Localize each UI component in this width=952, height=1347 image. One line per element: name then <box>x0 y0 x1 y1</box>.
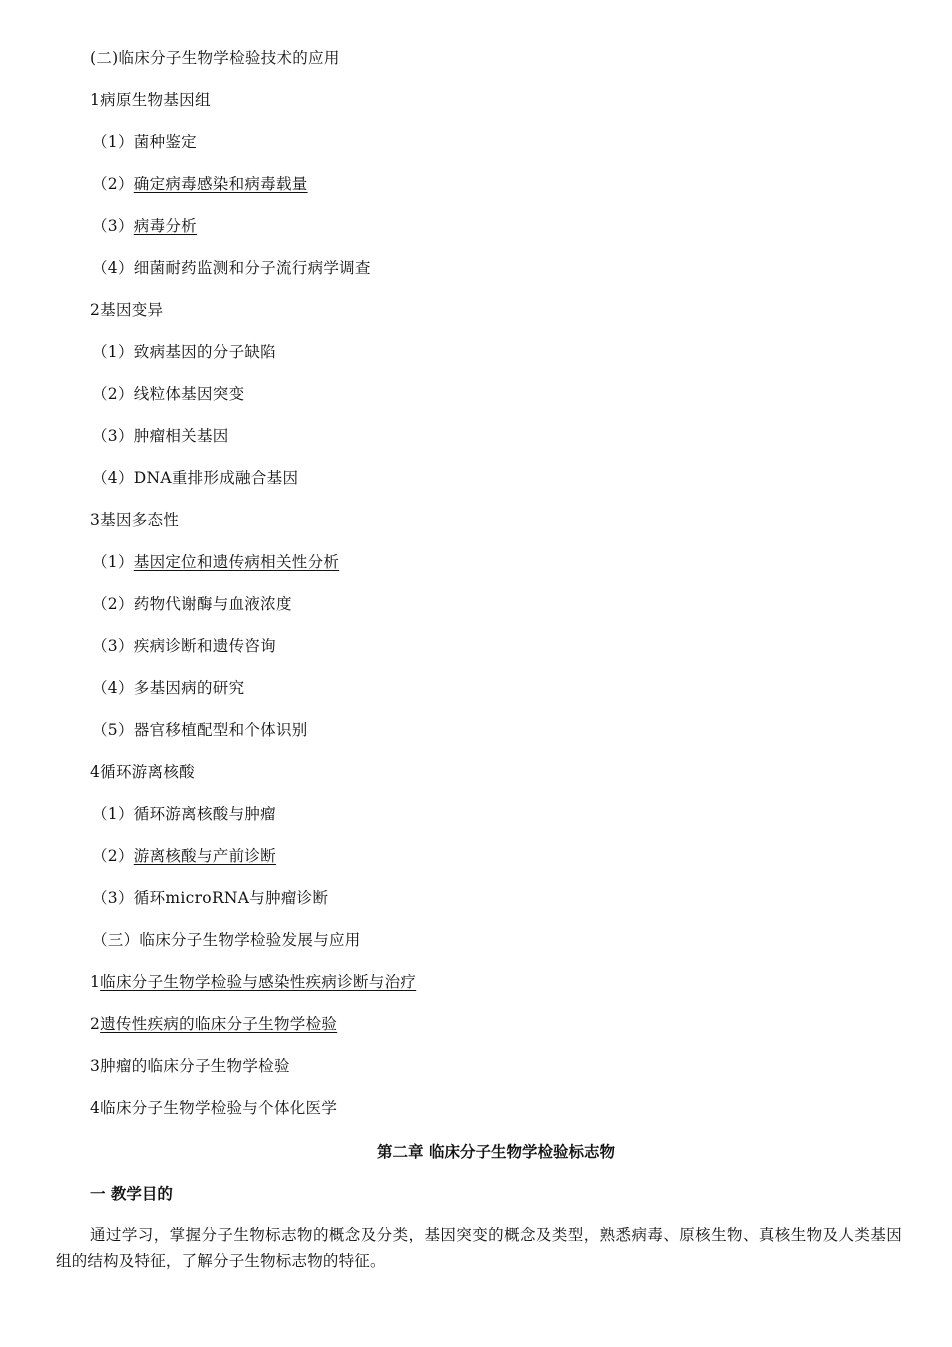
outline-line-text: 遗传性疾病的临床分子生物学检验 <box>100 1015 338 1033</box>
outline-line-number: （1） <box>92 553 134 571</box>
outline-line-text: 确定病毒感染和病毒载量 <box>133 175 308 193</box>
outline-line-text: 病毒分析 <box>133 217 197 235</box>
outline-line <box>90 1010 337 1038</box>
outline-line <box>92 338 276 366</box>
outline-line <box>92 548 339 576</box>
outline-line <box>92 674 244 702</box>
outline-line-number: 2 <box>90 1015 101 1033</box>
outline-line <box>90 1052 290 1080</box>
outline-line <box>90 506 179 534</box>
outline-line-number: （2） <box>92 595 134 613</box>
outline-line-number: （1） <box>92 343 134 361</box>
outline-line-number: （2） <box>92 847 134 865</box>
outline-line-number: （2） <box>92 385 134 403</box>
outline-line-text: 器官移植配型和个体识别 <box>133 721 308 739</box>
outline-line <box>92 128 197 156</box>
outline-line-text: DNA重排形成融合基因 <box>133 469 299 487</box>
outline-line <box>92 842 276 870</box>
outline-line <box>92 926 361 954</box>
outline-line-text: (二)临床分子生物学检验技术的应用 <box>90 49 340 67</box>
outline-line <box>90 1094 337 1122</box>
outline-line-text: 线粒体基因突变 <box>133 385 245 403</box>
outline-line <box>90 86 211 114</box>
outline-line <box>90 968 416 996</box>
outline-line-text: 2基因变异 <box>90 301 164 319</box>
outline-line-text: 多基因病的研究 <box>133 679 245 697</box>
outline-line-text: 致病基因的分子缺陷 <box>133 343 276 361</box>
outline-line <box>92 716 308 744</box>
outline-line-text: 药物代谢酶与血液浓度 <box>133 595 292 613</box>
outline-line-number: （3） <box>92 217 134 235</box>
outline-line-number: （3） <box>92 889 134 907</box>
outline-line-text: 循环microRNA与肿瘤诊断 <box>133 889 329 907</box>
outline-line-text: 4临床分子生物学检验与个体化医学 <box>90 1099 338 1117</box>
outline-line-number: （4） <box>92 469 134 487</box>
outline-line-text: 1病原生物基因组 <box>90 91 211 109</box>
outline-line <box>92 170 308 198</box>
outline-line-number: （3） <box>92 637 134 655</box>
outline-line <box>92 422 229 450</box>
outline-line <box>92 884 328 912</box>
outline-line-text: 细菌耐药监测和分子流行病学调查 <box>133 259 371 277</box>
outline-line-text: 临床分子生物学检验发展与应用 <box>139 931 361 949</box>
outline-line-number: （三） <box>92 931 140 949</box>
outline-line-text: 4循环游离核酸 <box>90 763 195 781</box>
outline-line <box>92 632 276 660</box>
outline-line <box>92 212 197 240</box>
outline-line-text: 肿瘤相关基因 <box>133 427 229 445</box>
outline-line-number: （4） <box>92 679 134 697</box>
outline-line <box>90 758 195 786</box>
outline-line <box>90 44 340 72</box>
outline-line-number: （3） <box>92 427 134 445</box>
outline-line-number: （1） <box>92 805 134 823</box>
outline-line-number: （4） <box>92 259 134 277</box>
outline-line-text: 3肿瘤的临床分子生物学检验 <box>90 1057 290 1075</box>
outline-line-number: （1） <box>92 133 134 151</box>
outline-line-number: （5） <box>92 721 134 739</box>
outline-line-text: 循环游离核酸与肿瘤 <box>133 805 276 823</box>
chapter-title: 第二章 临床分子生物学检验标志物 <box>377 1142 615 1161</box>
outline-line <box>92 380 244 408</box>
body-paragraph: 通过学习，掌握分子生物标志物的概念及分类，基因突变的概念及类型，熟悉病毒、原核生物、真核生物及人类基因组的结构及特征，了解分子生物标志物的特征。 <box>56 1226 902 1270</box>
outline-line-number: 1 <box>90 973 101 991</box>
outline-line-text: 基因定位和遗传病相关性分析 <box>133 553 340 571</box>
outline-line-text: 菌种鉴定 <box>133 133 197 151</box>
outline-line <box>92 254 371 282</box>
outline-line-text: 游离核酸与产前诊断 <box>133 847 276 865</box>
outline-line <box>92 590 292 618</box>
outline-line-text: 临床分子生物学检验与感染性疾病诊断与治疗 <box>100 973 417 991</box>
outline-line-number: （2） <box>92 175 134 193</box>
section-heading: 一 教学目的 <box>90 1184 173 1203</box>
outline-line-text: 3基因多态性 <box>90 511 180 529</box>
outline-line <box>90 296 163 324</box>
outline-line <box>92 800 276 828</box>
outline-line-text: 疾病诊断和遗传咨询 <box>133 637 276 655</box>
outline-line <box>92 464 298 492</box>
